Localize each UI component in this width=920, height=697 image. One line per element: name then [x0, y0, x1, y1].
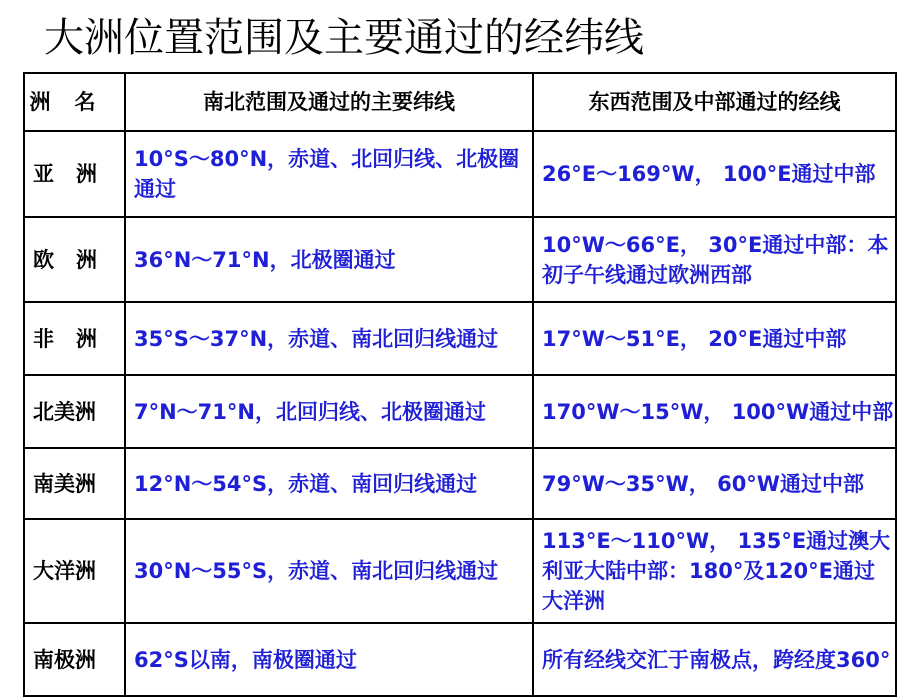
table-row	[24, 302, 896, 375]
longitude-cell: 17°W～51°E， 20°E通过中部	[533, 302, 896, 375]
continent-name: 非洲	[24, 302, 125, 375]
continent-name: 大洋洲	[24, 519, 125, 623]
latitude-cell: 12°N～54°S，赤道、南回归线通过	[125, 448, 533, 519]
table-row	[24, 375, 896, 448]
latitude-cell: 62°S以南，南极圈通过	[125, 623, 533, 696]
longitude-cell: 所有经线交汇于南极点，跨经度360°	[533, 623, 896, 696]
page-title: 大洲位置范围及主要通过的经纬线	[44, 15, 644, 61]
longitude-cell: 10°W～66°E， 30°E通过中部：本初子午线通过欧洲西部	[533, 217, 896, 302]
table-row	[24, 448, 896, 519]
longitude-cell: 113°E～110°W， 135°E通过澳大利亚大陆中部：180°及120°E通过大洋洲	[533, 519, 896, 623]
latitude-cell: 36°N～71°N，北极圈通过	[125, 217, 533, 302]
continent-name: 欧洲	[24, 217, 125, 302]
latitude-cell: 30°N～55°S，赤道、南北回归线通过	[125, 519, 533, 623]
header-longitude-range: 东西范围及中部通过的经线	[533, 73, 896, 131]
latitude-cell: 35°S～37°N，赤道、南北回归线通过	[125, 302, 533, 375]
table-row	[24, 131, 896, 217]
continent-table	[23, 72, 897, 697]
header-latitude-range: 南北范围及通过的主要纬线	[125, 73, 533, 131]
longitude-cell: 26°E～169°W， 100°E通过中部	[533, 131, 896, 217]
table-row	[24, 519, 896, 623]
latitude-cell: 7°N～71°N，北回归线、北极圈通过	[125, 375, 533, 448]
latitude-cell: 10°S～80°N，赤道、北回归线、北极圈通过	[125, 131, 533, 217]
table-row	[24, 623, 896, 696]
longitude-cell: 79°W～35°W， 60°W通过中部	[533, 448, 896, 519]
header-row	[24, 73, 896, 131]
header-continent: 洲名	[24, 73, 125, 131]
continent-name: 南美洲	[24, 448, 125, 519]
longitude-cell: 170°W～15°W， 100°W通过中部	[533, 375, 896, 448]
continent-name: 北美洲	[24, 375, 125, 448]
continent-name: 南极洲	[24, 623, 125, 696]
continent-name: 亚洲	[24, 131, 125, 217]
table-row	[24, 217, 896, 302]
